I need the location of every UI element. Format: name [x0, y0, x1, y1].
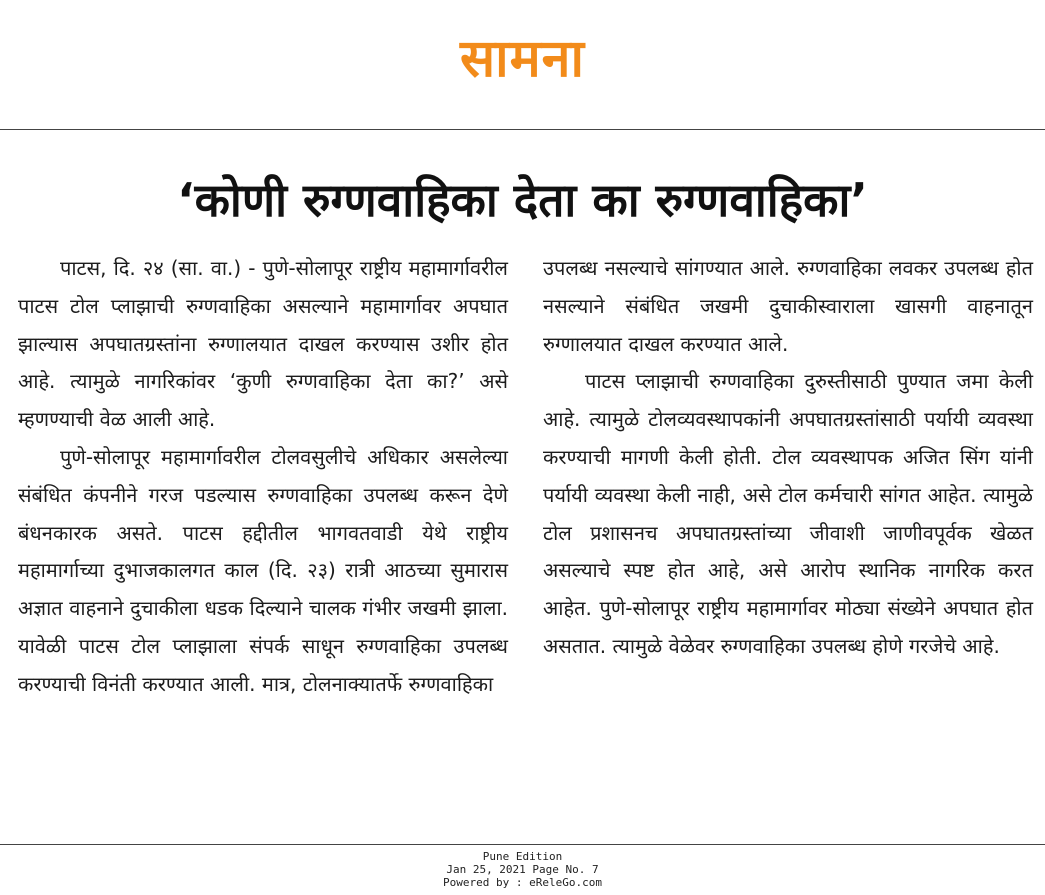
footer-divider	[0, 844, 1045, 845]
page-footer	[0, 850, 1045, 889]
article-paragraph-1: पाटस, दि. २४ (सा. वा.) - पुणे-सोलापूर राष्ट्रीय महामार्गावरील पाटस टोल प्लाझाची रुग्णवाहिका असल्याने महामार्गावर अपघात झाल्यास अपघातग्रस्तांना रुग्णालयात दाखल करण्यास उशीर होत आहे. त्यामुळे नागरिकांवर ‘कुणी रुग्णवाहिका देता का?’ असे म्हणण्याची वेळ आली आहे.	[18, 256, 508, 432]
footer-powered-by: Powered by : eReleGo.com	[443, 876, 602, 889]
article-headline: ‘कोणी रुग्णवाहिका देता का रुग्णवाहिका’	[177, 173, 868, 227]
article-paragraph-4: पाटस प्लाझाची रुग्णवाहिका दुरुस्तीसाठी पुण्यात जमा केली आहे. त्यामुळे टोलव्यवस्थापकांनी अपघातग्रस्तांसाठी पर्यायी व्यवस्था करण्याची मागणी केली होती. टोल व्यवस्थापक अजित सिंग यांनी पर्यायी व्यवस्था केली नाही, असे टोल कर्मचारी सांगत आहेत. त्यामुळे टोल प्रशासनच अपघातग्रस्तांच्या जीवाशी जाणीवपूर्वक खेळत असल्याचे स्पष्ट होत आहे, असे आरोप स्थानिक नागरिक करत आहेत. पुणे-सोलापूर राष्ट्रीय महामार्गावर मोठ्या संख्येने अपघात होत असतात. त्यामुळे वेळेवर रुग्णवाहिका उपलब्ध होणे गरजेचे आहे.	[543, 369, 1033, 658]
footer-edition: Pune Edition	[482, 850, 563, 863]
article-column-right	[543, 250, 1033, 666]
footer-date-page: Jan 25, 2021 Page No. 7	[446, 863, 599, 876]
newspaper-logo: सामना	[459, 29, 586, 89]
masthead	[0, 26, 1045, 96]
article-paragraph-2: पुणे-सोलापूर महामार्गावरील टोलवसुलीचे अधिकार असलेल्या संबंधित कंपनीने गरज पडल्यास रुग्णवाहिका उपलब्ध करून देणे बंधनकारक असते. पाटस हद्दीतील भागवतवाडी येथे राष्ट्रीय महामार्गाच्या दुभाजकालगत काल (दि. २३) रात्री आठच्या सुमारास अज्ञात वाहनाने दुचाकीला धडक दिल्याने चालक गंभीर जखमी झाला. यावेळी पाटस टोल प्लाझाला संपर्क साधून रुग्णवाहिका उपलब्ध करण्याची विनंती करण्यात आली. मात्र, टोलनाक्यातर्फे रुग्णवाहिका	[18, 444, 508, 696]
article-column-left	[18, 250, 508, 704]
masthead-divider	[0, 129, 1045, 130]
article-paragraph-3: उपलब्ध नसल्याचे सांगण्यात आले. रुग्णवाहिका लवकर उपलब्ध होत नसल्याने संबंधित जखमी दुचाकीस्वाराला खासगी वाहनातून रुग्णालयात दाखल करण्यात आले.	[543, 256, 1033, 356]
